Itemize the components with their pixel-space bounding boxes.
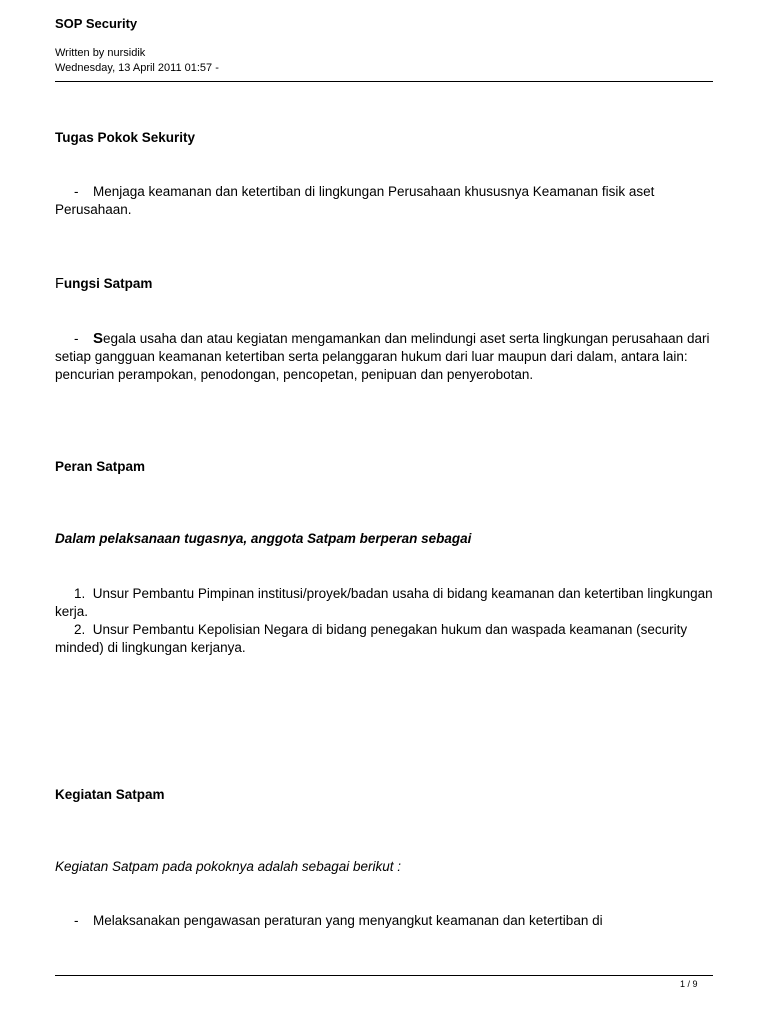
date-line: Wednesday, 13 April 2011 01:57 - <box>55 62 219 74</box>
paragraph-kegiatan <box>55 912 715 930</box>
list-text: Unsur Pembantu Kepolisian Negara di bidang penegakan hukum dan waspada keamanan (security minded) di lingkungan kerjanya. <box>55 622 688 655</box>
list-number: 2. <box>74 622 86 637</box>
bullet-dash: - <box>74 184 79 199</box>
kegiatan-text: Melaksanakan pengawasan peraturan yang menyangkut keamanan dan ketertiban di <box>93 913 603 928</box>
list-item <box>55 585 715 621</box>
heading-fungsi-first-letter: F <box>55 276 64 292</box>
heading-fungsi-satpam <box>55 275 152 293</box>
heading-fungsi-rest: ungsi Satpam <box>63 276 153 291</box>
paragraph-fungsi-satpam <box>55 330 715 384</box>
heading-peran-satpam: Peran Satpam <box>55 459 146 474</box>
tugas-text: Menjaga keamanan dan ketertiban di lingkungan Perusahaan khususnya Keamanan fisik aset Perusahaan. <box>55 184 655 217</box>
kegiatan-intro: Kegiatan Satpam pada pokoknya adalah sebagai berikut : <box>55 859 401 874</box>
heading-tugas-pokok: Tugas Pokok Sekurity <box>55 130 196 145</box>
fungsi-first-letter: S <box>93 330 104 347</box>
fungsi-text: egala usaha dan atau kegiatan mengamankan dan melindungi aset serta lingkungan perusahaan dari setiap gangguan keamanan ketertiban serta pelanggaran hukum dari luar maupun dari dalam, antara lain: pencurian perampokan, penodongan, pencopetan, penipuan dan penyerobotan. <box>55 331 710 382</box>
author-line: Written by nursidik <box>55 47 146 59</box>
peran-subheading: Dalam pelaksanaan tugasnya, anggota Satpam berperan sebagai <box>55 531 472 546</box>
document-title: SOP Security <box>55 16 138 31</box>
bullet-dash: - <box>74 913 79 928</box>
paragraph-tugas-pokok <box>55 183 715 219</box>
list-number: 1. <box>74 586 86 601</box>
list-text: Unsur Pembantu Pimpinan institusi/proyek/badan usaha di bidang keamanan dan ketertiban lingkungan kerja. <box>55 586 713 619</box>
heading-kegiatan-satpam: Kegiatan Satpam <box>55 787 165 802</box>
header-divider <box>55 81 713 82</box>
list-item <box>55 621 715 657</box>
peran-list <box>55 585 715 657</box>
bullet-dash: - <box>74 331 79 346</box>
page-number: 1 / 9 <box>680 979 698 989</box>
footer-divider <box>55 975 713 976</box>
